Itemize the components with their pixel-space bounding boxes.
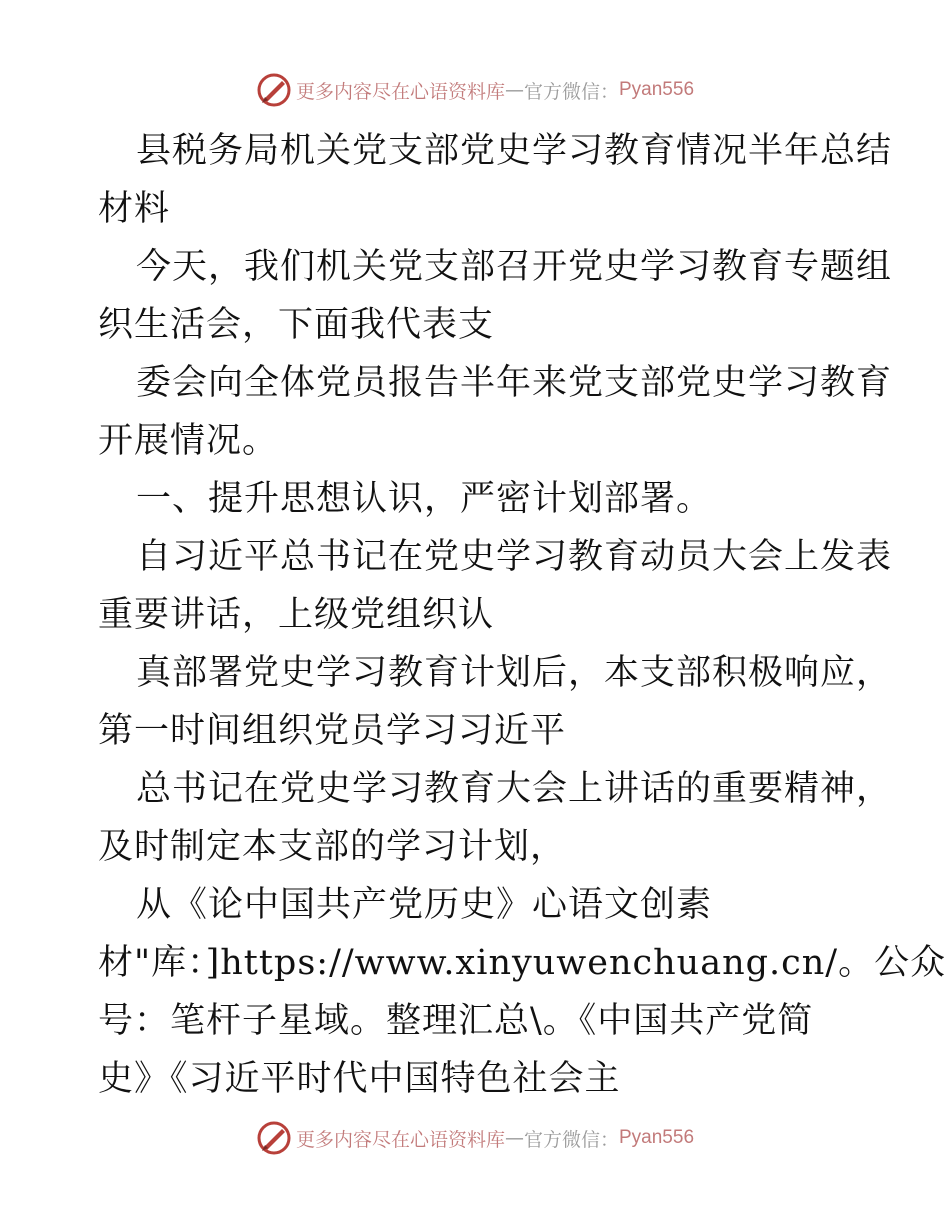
banner-text: 更多内容尽在心语资料库 [295, 80, 505, 103]
banner-separator: — [504, 1127, 524, 1149]
text-line [98, 818, 858, 876]
text-line [98, 470, 858, 528]
banner-wechat-label: 官方微信： [523, 80, 619, 103]
text-line-content: 号：笔杆子星域。整理汇总\。《中国共产党简 [98, 1001, 814, 1041]
banner-wechat-label: 官方微信： [523, 1128, 619, 1151]
banner-separator: — [504, 79, 524, 101]
footer-banner [0, 1118, 950, 1158]
text-line [98, 992, 858, 1050]
text-line [98, 644, 893, 702]
text-line [98, 760, 893, 818]
text-line [98, 354, 893, 412]
text-line [98, 1050, 858, 1108]
text-line-content: 真部署党史学习教育计划后，本支部积极响应， [136, 653, 893, 693]
text-line-content: 材"库：]https://www.xinyuwenchuang.cn/。公众 [98, 943, 947, 983]
text-line-content: 开展情况。 [98, 421, 279, 461]
text-line-content: 史》《习近平时代中国特色社会主 [98, 1059, 621, 1099]
text-line-content: 今天，我们机关党支部召开党史学习教育专题组 [136, 247, 893, 287]
text-line-content: 织生活会，下面我代表支 [98, 305, 495, 345]
text-line-content: 县税务局机关党支部党史学习教育情况半年总结 [136, 131, 893, 171]
banner-text: 更多内容尽在心语资料库 [295, 1128, 505, 1151]
text-line-content: 总书记在党史学习教育大会上讲话的重要精神， [136, 769, 893, 809]
header-banner [0, 70, 950, 110]
banner-wechat-id: Pyan556 [619, 79, 695, 100]
document-body [98, 122, 947, 1108]
text-line-content: 材料 [98, 189, 171, 229]
text-line-content: 第一时间组织党员学习习近平 [98, 711, 567, 751]
text-line-content: 委会向全体党员报告半年来党支部党史学习教育 [136, 363, 893, 403]
brush-logo-icon [256, 72, 292, 108]
text-line [98, 934, 947, 992]
text-line-content: 从《论中国共产党历史》心语文创素 [136, 885, 713, 925]
text-line [98, 586, 858, 644]
text-line [98, 702, 858, 760]
text-line [98, 876, 858, 934]
text-line-content: 及时制定本支部的学习计划， [98, 827, 567, 867]
text-line-content: 重要讲话，上级党组织认 [98, 595, 495, 635]
text-line [98, 412, 858, 470]
brush-logo-icon [256, 1120, 292, 1156]
text-line [98, 528, 893, 586]
text-line [98, 238, 893, 296]
text-line [98, 180, 858, 238]
banner-wechat-id: Pyan556 [619, 1127, 695, 1148]
text-line [98, 296, 858, 354]
text-line [98, 122, 893, 180]
text-line-content: 一、提升思想认识，严密计划部署。 [136, 479, 713, 519]
text-line-content: 自习近平总书记在党史学习教育动员大会上发表 [136, 537, 893, 577]
